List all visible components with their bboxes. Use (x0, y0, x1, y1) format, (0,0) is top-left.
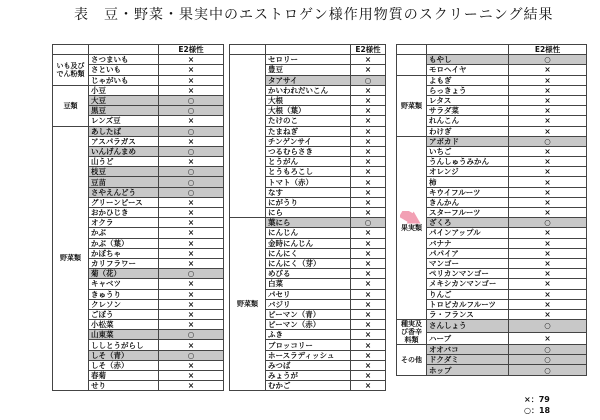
e2-result: ○ (509, 320, 587, 333)
e2-result: × (509, 95, 587, 105)
item-name: ホースラディッシュ (266, 350, 351, 360)
e2-result: × (509, 75, 587, 85)
e2-result: × (351, 126, 386, 136)
item-name: パインアップル (427, 228, 509, 238)
column-header-e2: E2様性 (159, 45, 224, 55)
item-name: キウイフルーツ (427, 187, 509, 197)
e2-result: × (351, 197, 386, 207)
e2-result: × (509, 85, 587, 95)
e2-result: ○ (159, 146, 224, 156)
item-name: むかご (266, 381, 351, 391)
summary-counts (524, 394, 550, 416)
table-row (53, 126, 224, 136)
item-name: にんにく (266, 248, 351, 258)
item-name: よもぎ (427, 75, 509, 85)
table-row (397, 55, 587, 65)
item-name: アボカド (427, 136, 509, 146)
e2-result: × (351, 320, 386, 330)
e2-result: × (509, 106, 587, 116)
e2-result: × (351, 299, 386, 309)
item-name: みょうが (266, 371, 351, 381)
e2-result: × (351, 371, 386, 381)
e2-result: × (159, 208, 224, 218)
item-name: ピーマン（青） (266, 309, 351, 319)
item-name: 大根 (266, 95, 351, 105)
column-header-blank (53, 45, 89, 55)
e2-result: × (509, 208, 587, 218)
table-row (397, 345, 587, 355)
item-name: きゅうり (89, 289, 159, 299)
e2-result: × (509, 279, 587, 289)
e2-result: ○ (159, 350, 224, 360)
e2-result: × (509, 258, 587, 268)
item-name: ペリカンマンゴー (427, 269, 509, 279)
item-name: 小豆 (89, 85, 159, 95)
category-label: その他 (397, 345, 427, 376)
column-header-e2: E2様性 (351, 45, 386, 55)
e2-result: × (351, 228, 386, 238)
e2-result: × (159, 116, 224, 126)
e2-result: × (159, 360, 224, 370)
e2-result: × (159, 381, 224, 391)
e2-result: × (509, 228, 587, 238)
e2-result: × (351, 258, 386, 268)
e2-result: × (509, 116, 587, 126)
e2-result: ○ (159, 167, 224, 177)
e2-result: ○ (159, 106, 224, 116)
item-name: さといも (89, 65, 159, 75)
e2-result: ○ (159, 187, 224, 197)
item-name: パパイア (427, 248, 509, 258)
item-name: セロリー (266, 55, 351, 65)
e2-result: × (159, 258, 224, 268)
e2-result: ○ (509, 55, 587, 65)
e2-result: × (351, 146, 386, 156)
e2-result: × (509, 248, 587, 258)
item-name: 小松菜 (89, 320, 159, 330)
item-name: にら (266, 208, 351, 218)
column-header-blank (230, 45, 266, 55)
e2-result: × (159, 85, 224, 95)
item-name: ホップ (427, 365, 509, 375)
table-row (53, 85, 224, 95)
item-name: とうがん (266, 157, 351, 167)
e2-result: × (351, 330, 386, 340)
e2-result: × (159, 299, 224, 309)
e2-result: × (509, 309, 587, 319)
item-name: サラダ菜 (427, 106, 509, 116)
e2-result: × (159, 65, 224, 75)
e2-result: × (351, 157, 386, 167)
e2-result: × (159, 238, 224, 248)
e2-result: ○ (509, 136, 587, 146)
item-name: キャベツ (89, 279, 159, 289)
item-name: レタス (427, 95, 509, 105)
item-name: かぶ (89, 228, 159, 238)
category-label: 豆類 (53, 85, 89, 126)
item-name: 豊豆 (266, 65, 351, 75)
e2-result: ○ (509, 345, 587, 355)
negative-count: ×：79 (524, 395, 550, 404)
e2-result: × (159, 279, 224, 289)
item-name: おかひじき (89, 208, 159, 218)
item-name: スターフルーツ (427, 208, 509, 218)
e2-result: ○ (159, 269, 224, 279)
category-label: 種実及び香辛料類 (397, 320, 427, 345)
item-name: オクラ (89, 218, 159, 228)
item-name: ししとうがらし (89, 340, 159, 350)
item-name: バナナ (427, 238, 509, 248)
item-name: にんじん (266, 228, 351, 238)
e2-result: × (509, 289, 587, 299)
item-name: 菊（花） (89, 269, 159, 279)
item-name: かいわれだいこん (266, 85, 351, 95)
category-label: いも及びでん粉類 (53, 55, 89, 86)
e2-result: ○ (159, 330, 224, 340)
e2-result: × (351, 381, 386, 391)
item-name: ごぼう (89, 309, 159, 319)
column-header-blank (266, 45, 351, 55)
category-label (230, 55, 266, 218)
e2-result: × (159, 340, 224, 350)
item-name: じゃがいも (89, 75, 159, 85)
item-name: あしたば (89, 126, 159, 136)
e2-result: × (351, 85, 386, 95)
e2-result: × (351, 289, 386, 299)
item-name: めびる (266, 269, 351, 279)
item-name: 豆苗 (89, 177, 159, 187)
e2-result: × (159, 228, 224, 238)
e2-result: × (351, 309, 386, 319)
item-name: かぶ（葉） (89, 238, 159, 248)
e2-result: × (351, 279, 386, 289)
item-name: にがうり (266, 197, 351, 207)
e2-result: ○ (159, 126, 224, 136)
e2-result: ○ (159, 177, 224, 187)
item-name: 枝豆 (89, 167, 159, 177)
item-name: カリフラワー (89, 258, 159, 268)
item-name: ピーマン（赤） (266, 320, 351, 330)
e2-result: × (351, 269, 386, 279)
e2-result: × (159, 371, 224, 381)
item-name: わけぎ (427, 126, 509, 136)
e2-result: × (159, 248, 224, 258)
item-name: トマト（赤） (266, 177, 351, 187)
e2-result: × (509, 177, 587, 187)
category-label: 野菜類 (397, 75, 427, 136)
e2-result: × (351, 350, 386, 360)
item-name: マンゴー (427, 258, 509, 268)
item-name: つるむらさき (266, 146, 351, 156)
e2-result: × (509, 167, 587, 177)
table-row (397, 320, 587, 333)
screening-table-right (396, 44, 587, 376)
table-header-row (230, 45, 386, 55)
item-name: かぼちゃ (89, 248, 159, 258)
e2-result: × (509, 65, 587, 75)
arrow-icon (400, 211, 422, 225)
item-name: タアサイ (266, 75, 351, 85)
table-row (230, 55, 386, 65)
e2-result: × (351, 167, 386, 177)
column-header-blank (89, 45, 159, 55)
item-name: 春菊 (89, 371, 159, 381)
item-name: いちご (427, 146, 509, 156)
table-row (397, 75, 587, 85)
item-name: とうもろこし (266, 167, 351, 177)
item-name: もやし (427, 55, 509, 65)
item-name: クレソン (89, 299, 159, 309)
item-name: オレンジ (427, 167, 509, 177)
item-name: ブロッコリー (266, 340, 351, 350)
item-name: 大根（葉） (266, 106, 351, 116)
e2-result: ○ (509, 365, 587, 375)
item-name: にんにく（芽） (266, 258, 351, 268)
positive-count: ○：18 (524, 406, 551, 415)
e2-result: × (351, 340, 386, 350)
column-header-blank (427, 45, 509, 55)
e2-result: × (509, 299, 587, 309)
item-name: 柿 (427, 177, 509, 187)
category-label: 果実類 (397, 136, 427, 319)
item-name: トロピカルフルーツ (427, 299, 509, 309)
e2-result: × (351, 248, 386, 258)
e2-result: × (351, 55, 386, 65)
e2-result: × (509, 332, 587, 345)
item-name: 大豆 (89, 95, 159, 105)
e2-result: ○ (351, 218, 386, 228)
e2-result: × (351, 187, 386, 197)
e2-result: ○ (509, 218, 587, 228)
e2-result: ○ (351, 75, 386, 85)
item-name: ドクダミ (427, 355, 509, 365)
e2-result: × (351, 238, 386, 248)
category-label: 野菜類 (53, 126, 89, 391)
item-name: りんご (427, 289, 509, 299)
category-label: 野菜類 (230, 218, 266, 391)
e2-result: × (351, 208, 386, 218)
e2-result: × (159, 157, 224, 167)
e2-result: × (351, 360, 386, 370)
e2-result: × (159, 197, 224, 207)
e2-result: × (351, 136, 386, 146)
item-name: さんしょう (427, 320, 509, 333)
e2-result: × (159, 218, 224, 228)
e2-result: × (509, 126, 587, 136)
e2-result: ○ (159, 95, 224, 105)
item-name: しそ（青） (89, 350, 159, 360)
item-name: ハーブ (427, 332, 509, 345)
e2-result: × (159, 320, 224, 330)
screening-table-middle (229, 44, 386, 391)
e2-result: × (351, 65, 386, 75)
e2-result: × (159, 136, 224, 146)
e2-result: × (509, 238, 587, 248)
e2-result: × (509, 269, 587, 279)
item-name: 葉にら (266, 218, 351, 228)
e2-result: × (159, 309, 224, 319)
screening-table-left (52, 44, 224, 391)
item-name: なす (266, 187, 351, 197)
table-row (53, 55, 224, 65)
item-name: しそ（赤） (89, 360, 159, 370)
category-label (397, 55, 427, 75)
column-header-e2: E2様性 (509, 45, 587, 55)
table-header-row (397, 45, 587, 55)
e2-result: × (509, 187, 587, 197)
item-name: バジリ (266, 299, 351, 309)
item-name: ざくろ (427, 218, 509, 228)
column-header-blank (397, 45, 427, 55)
item-name: オオバコ (427, 345, 509, 355)
item-name: パセリ (266, 289, 351, 299)
item-name: らっきょう (427, 85, 509, 95)
table-row (230, 218, 386, 228)
table-header-row (53, 45, 224, 55)
item-name: アスパラガス (89, 136, 159, 146)
e2-result: × (351, 95, 386, 105)
page-title: 表 豆・野菜・果実中のエストロゲン様作用物質のスクリーニング結果 (74, 7, 554, 23)
item-name: たまねぎ (266, 126, 351, 136)
item-name: 金時にんじん (266, 238, 351, 248)
e2-result: × (351, 106, 386, 116)
item-name: さつまいも (89, 55, 159, 65)
item-name: レンズ豆 (89, 116, 159, 126)
e2-result: × (351, 116, 386, 126)
item-name: ラ・フランス (427, 309, 509, 319)
item-name: たけのこ (266, 116, 351, 126)
item-name: ふき (266, 330, 351, 340)
e2-result: × (351, 177, 386, 187)
table-row (397, 136, 587, 146)
item-name: モロヘイヤ (427, 65, 509, 75)
item-name: きんかん (427, 197, 509, 207)
e2-result: × (509, 146, 587, 156)
item-name: チンゲンサイ (266, 136, 351, 146)
item-name: 山うど (89, 157, 159, 167)
item-name: みつば (266, 360, 351, 370)
e2-result: × (159, 55, 224, 65)
e2-result: × (509, 157, 587, 167)
item-name: さやえんどう (89, 187, 159, 197)
item-name: せり (89, 381, 159, 391)
e2-result: ○ (509, 355, 587, 365)
e2-result: × (159, 75, 224, 85)
item-name: 白菜 (266, 279, 351, 289)
item-name: うんしゅうみかん (427, 157, 509, 167)
e2-result: × (509, 197, 587, 207)
item-name: 山東菜 (89, 330, 159, 340)
item-name: 黒豆 (89, 106, 159, 116)
item-name: メキシカンマンゴー (427, 279, 509, 289)
item-name: いんげんまめ (89, 146, 159, 156)
item-name: れんこん (427, 116, 509, 126)
item-name: グリーンピース (89, 197, 159, 207)
e2-result: × (159, 289, 224, 299)
